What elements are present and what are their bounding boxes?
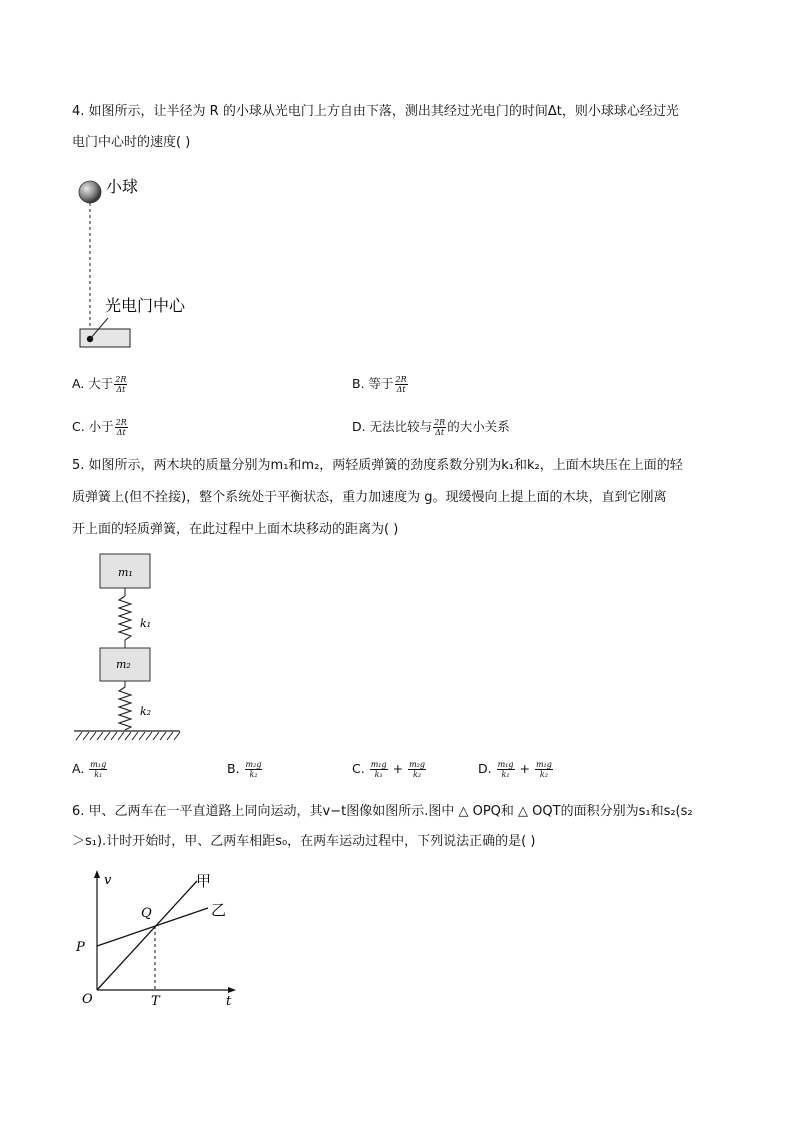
q5-a-den: k₁ — [94, 770, 103, 779]
q6-stem-line1: 6. 甲、乙两车在一平直道路上同向运动，其v−t图像如图所示.图中 △ OPQ和 △ OQT的面积分别为s₁和s₂(s₂ — [72, 804, 693, 819]
q5-stem-line3: 开上面的轻质弹簧，在此过程中上面木块移动的距离为( ) — [72, 522, 399, 537]
ball-icon — [79, 181, 101, 203]
q5-option-b[interactable] — [227, 760, 263, 779]
p-label: P — [76, 940, 85, 955]
spring-k1 — [119, 596, 131, 640]
q4-b-num: 2R — [395, 375, 407, 384]
q5-option-c[interactable] — [352, 760, 427, 779]
q4-c-num: 2R — [115, 418, 127, 427]
q5-b-fraction — [245, 760, 263, 779]
q5-c-num-2: m₂g — [409, 760, 425, 769]
q5-d-den-2: k₂ — [539, 770, 548, 779]
q5-d-label: D. — [478, 761, 492, 776]
q5-stem-line1: 5. 如图所示，两木块的质量分别为m₁和m₂，两轻质弹簧的劲度系数分别为k₁和k₂，上面木块压在上面的轻 — [72, 458, 683, 473]
t-axis-label: t — [226, 994, 232, 1009]
q5-c-den-2: k₂ — [412, 770, 422, 779]
q4-stem-line2: 电门中心时的速度( ) — [72, 135, 191, 150]
q5-option-d[interactable] — [478, 760, 554, 779]
spring-k1-label: k₁ — [140, 617, 152, 630]
q5-c-label: C. — [352, 761, 365, 776]
ground-hatching — [76, 732, 180, 740]
q5-d-num-2: m₁g — [535, 760, 552, 769]
q4-c-prefix: C. 小于 — [72, 419, 114, 434]
q5-a-label: A. — [72, 761, 85, 776]
q5-d-fraction-2 — [535, 760, 553, 779]
gate-label: 光电门中心 — [105, 296, 186, 315]
q4-d-suffix: 的大小关系 — [447, 419, 510, 434]
q4-d-prefix: D. 无法比较与 — [352, 419, 433, 434]
q5-c-fraction-1 — [370, 760, 388, 779]
q5-c-num-1: m₁g — [370, 760, 387, 769]
q4-option-a[interactable] — [72, 374, 128, 394]
q5-b-den: k₂ — [249, 770, 258, 779]
yi-label: 乙 — [211, 901, 227, 919]
q5-d-plus: + — [519, 761, 530, 776]
jia-label: 甲 — [196, 872, 212, 890]
v-axis-arrow — [94, 870, 100, 878]
v-axis-label: v — [104, 873, 112, 888]
q5-d-num-1: m₁g — [497, 760, 514, 769]
q4-c-fraction — [115, 418, 128, 437]
q4-figure — [70, 170, 220, 360]
q5-figure — [70, 552, 190, 747]
q5-d-den-1: k₁ — [501, 770, 510, 779]
spring-k2-label: k₂ — [140, 705, 152, 718]
line-yi — [97, 908, 208, 946]
q4-stem-line1: 4. 如图所示，让半径为 R 的小球从光电门上方自由下落，测出其经过光电门的时间Δt，则小球球心经过光 — [72, 104, 679, 119]
q5-c-den-1: k₁ — [374, 770, 383, 779]
block-m1-label: m₁ — [118, 566, 133, 579]
q5-c-plus: + — [392, 761, 404, 776]
q5-a-fraction — [89, 760, 107, 779]
q5-stem-line2: 质弹簧上(但不拴接)，整个系统处于平衡状态，重力加速度为 g。现缓慢向上提上面的木块，直到它刚离 — [72, 490, 667, 505]
q4-a-fraction — [114, 375, 127, 394]
q-label: Q — [141, 906, 152, 921]
ball-label: 小球 — [106, 177, 139, 196]
block-m2-label: m₂ — [116, 658, 131, 671]
q5-option-a[interactable] — [72, 760, 108, 779]
q4-c-den: Δt — [116, 428, 126, 437]
line-jia — [97, 881, 197, 990]
q4-a-den: Δt — [116, 385, 126, 394]
t-axis-arrow — [228, 987, 236, 993]
q4-option-b[interactable] — [352, 374, 409, 394]
q4-b-den: Δt — [396, 385, 406, 394]
q5-b-num: m₂g — [245, 760, 262, 769]
q5-a-num: m₁g — [90, 760, 107, 769]
q4-b-prefix: B. 等于 — [352, 376, 394, 391]
origin-label: O — [82, 992, 93, 1007]
t-point-label: T — [151, 994, 160, 1009]
q4-option-c[interactable] — [72, 417, 129, 437]
q6-stem-line2: ＞s₁).计时开始时，甲、乙两车相距s₀，在两车运动过程中，下列说法正确的是( ) — [72, 834, 536, 849]
q4-a-num: 2R — [115, 375, 127, 384]
q4-b-fraction — [395, 375, 408, 394]
q4-d-num: 2R — [434, 418, 446, 427]
q4-d-fraction — [433, 418, 446, 437]
q4-a-prefix: A. 大于 — [72, 376, 114, 391]
q4-option-d[interactable] — [352, 417, 510, 437]
q5-d-fraction-1 — [497, 760, 515, 779]
q4-d-den: Δt — [435, 428, 445, 437]
q6-vt-graph — [70, 868, 250, 1008]
q5-c-fraction-2 — [408, 760, 426, 779]
spring-k2 — [119, 687, 131, 730]
q5-b-label: B. — [227, 761, 240, 776]
